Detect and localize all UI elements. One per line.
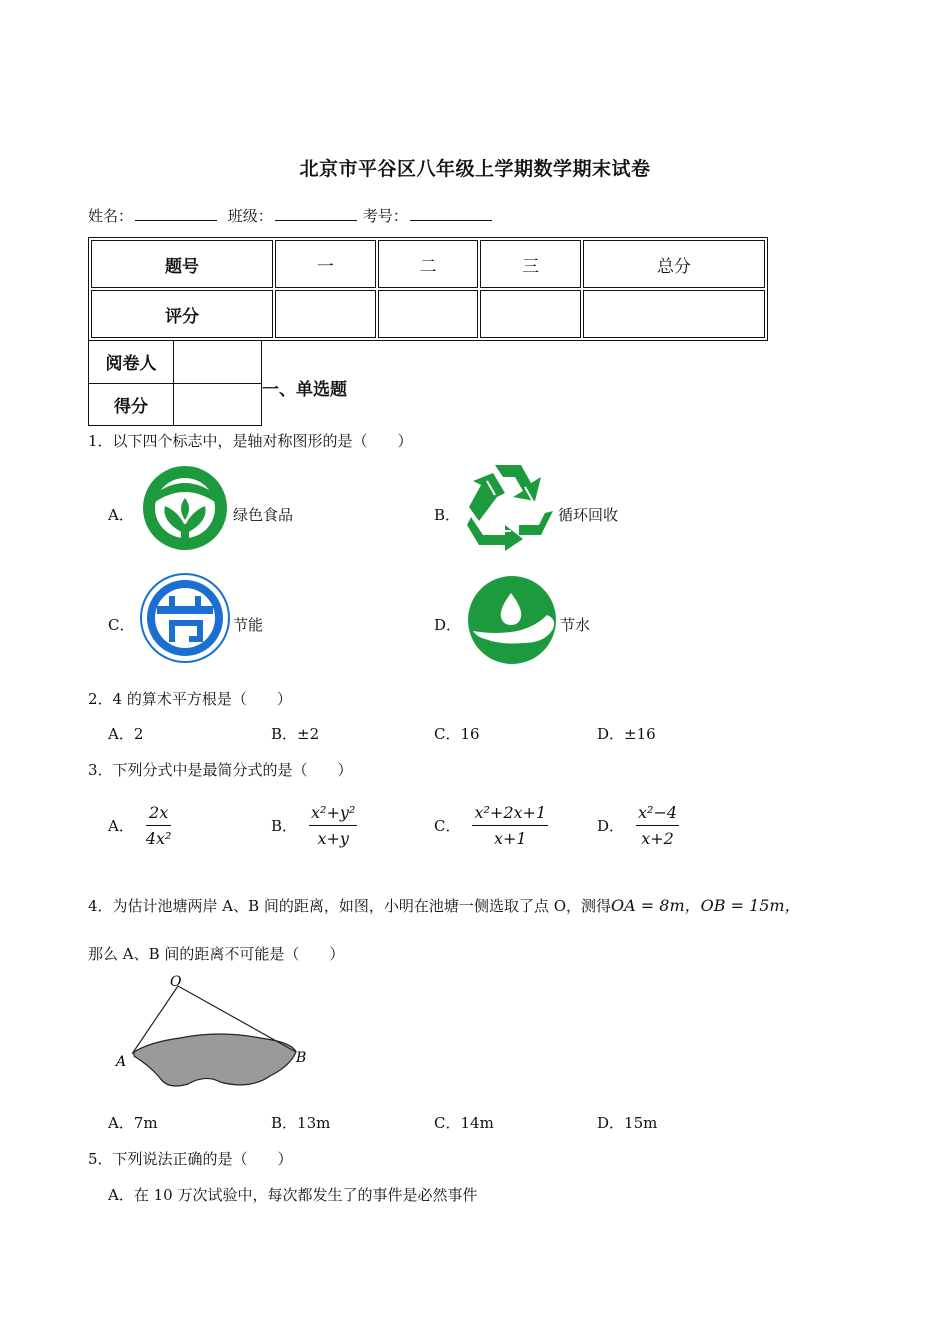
score-header-total: 总分	[583, 240, 765, 288]
grader-score-label: 得分	[89, 383, 174, 426]
q4-option-b[interactable]: B．13m	[271, 1114, 331, 1132]
q4-stem-math: OA = 8m，OB = 15m，	[611, 896, 801, 915]
q3-b-denominator: x+y	[317, 829, 349, 848]
q1-option-c-letter[interactable]: C．	[108, 616, 135, 634]
score-cell-1[interactable]	[275, 290, 376, 338]
point-o-label: O	[170, 974, 182, 990]
point-a-label: A	[116, 1054, 127, 1070]
score-row-label: 评分	[91, 290, 273, 338]
q3-option-a-letter: A．	[108, 817, 134, 835]
q3-a-denominator: 4x²	[145, 829, 172, 848]
q3-option-c-letter: C．	[434, 817, 461, 835]
q2-option-a[interactable]: A．2	[108, 725, 144, 743]
q5-option-a[interactable]: A．在 10 万次试验中，每次都发生了的事件是必然事件	[108, 1186, 478, 1204]
grader-reviewer-cell[interactable]	[174, 341, 262, 384]
q1-option-a-letter[interactable]: A．	[108, 506, 134, 524]
q4-option-d[interactable]: D．15m	[597, 1114, 658, 1132]
grader-score-cell[interactable]	[174, 383, 262, 426]
q3-option-d-letter: D．	[597, 817, 625, 835]
q3-option-c[interactable]	[434, 803, 548, 848]
score-cell-2[interactable]	[378, 290, 479, 338]
name-label: 姓名：	[88, 207, 134, 225]
pond-shape	[134, 1034, 296, 1086]
score-header-3: 三	[480, 240, 581, 288]
q3-d-numerator: x²−4	[636, 803, 679, 826]
q3-c-numerator: x²+2x+1	[472, 803, 548, 826]
score-cell-3[interactable]	[480, 290, 581, 338]
q1-option-d-text: 节水	[560, 616, 591, 634]
q3-a-numerator: 2x	[146, 803, 172, 826]
q1-option-b-letter[interactable]: B．	[434, 506, 461, 524]
point-b-label: B	[296, 1050, 307, 1066]
q1-option-a-text: 绿色食品	[233, 506, 294, 524]
q1-option-d-letter[interactable]: D．	[434, 616, 462, 634]
q3-d-denominator: x+2	[641, 829, 674, 848]
class-blank[interactable]	[275, 208, 357, 221]
score-header-qnum: 题号	[91, 240, 273, 288]
green-food-logo-icon	[141, 464, 229, 552]
score-header-2: 二	[378, 240, 479, 288]
energy-saving-logo-icon	[139, 572, 231, 664]
q2-option-d[interactable]: D．±16	[597, 725, 656, 743]
q4-option-a[interactable]: A．7m	[108, 1114, 158, 1132]
question-3-stem: 3．下列分式中是最简分式的是（ ）	[88, 761, 353, 779]
score-table	[88, 237, 768, 341]
q2-option-c[interactable]: C．16	[434, 725, 480, 743]
pond-figure	[110, 972, 320, 1098]
q3-c-denominator: x+1	[494, 829, 527, 848]
q2-option-b[interactable]: B．±2	[271, 725, 320, 743]
question-1-stem: 1．以下四个标志中，是轴对称图形的是（ ）	[88, 432, 413, 450]
q3-option-b[interactable]	[271, 803, 357, 848]
score-cell-total[interactable]	[583, 290, 765, 338]
water-saving-logo-icon	[467, 575, 557, 665]
recycle-logo-icon	[465, 461, 557, 551]
q3-b-numerator: x²+y²	[309, 803, 357, 826]
q3-option-d[interactable]	[597, 803, 679, 848]
question-2-stem: 2．4 的算术平方根是（ ）	[88, 690, 292, 708]
question-5-stem: 5．下列说法正确的是（ ）	[88, 1150, 293, 1168]
student-info	[88, 205, 498, 226]
q3-option-a[interactable]	[108, 803, 171, 848]
q4-stem-line2: 那么 A、B 间的距离不可能是（ ）	[88, 945, 345, 963]
score-header-1: 一	[275, 240, 376, 288]
number-blank[interactable]	[410, 208, 492, 221]
q1-option-c-text: 节能	[233, 616, 264, 634]
grader-table	[88, 340, 262, 426]
q4-option-c[interactable]: C．14m	[434, 1114, 494, 1132]
q1-option-b-text: 循环回收	[558, 506, 619, 524]
question-4-stem	[88, 893, 801, 916]
number-label: 考号：	[362, 207, 408, 225]
class-label: 班级：	[227, 207, 273, 225]
q3-option-b-letter: B．	[271, 817, 298, 835]
section-heading: 一、单选题	[262, 380, 347, 400]
name-blank[interactable]	[135, 208, 217, 221]
page-title: 北京市平谷区八年级上学期数学期末试卷	[299, 158, 651, 180]
grader-reviewer-label: 阅卷人	[89, 341, 174, 384]
q4-stem-line1: 4．为估计池塘两岸 A、B 间的距离，如图，小明在池塘一侧选取了点 O，测得	[88, 897, 612, 915]
